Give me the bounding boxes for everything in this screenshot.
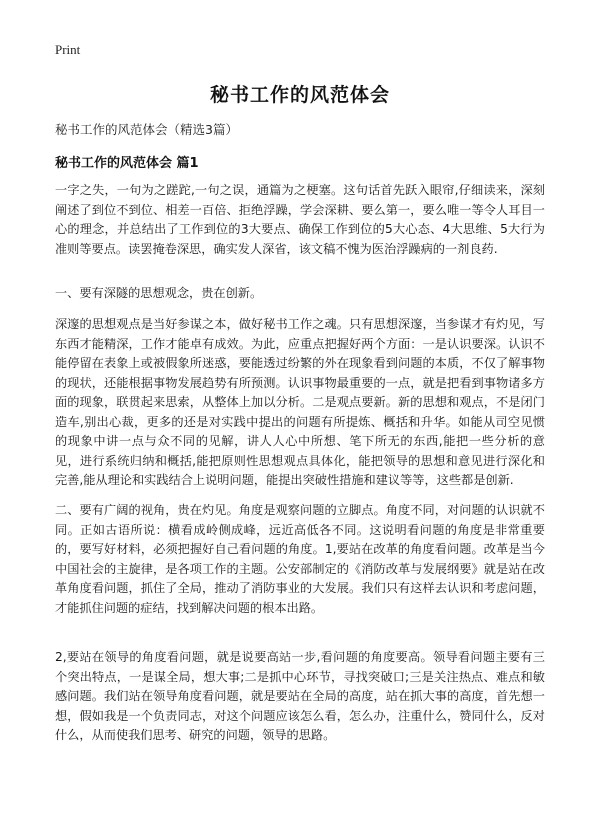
page-title: 秘书工作的风范体会 xyxy=(209,84,390,106)
print-label[interactable]: Print xyxy=(55,42,81,57)
paragraph-broad-perspective: 二、要有广阔的视角，贵在灼见。角度是观察问题的立脚点。角度不同，对问题的认识就不同。正如古语所说：横看成岭侧成峰，远近高低各不同。这说明看问题的角度是非常重要的，要写好材料，必须把握好自己看问题的角度。1,要站在改革的角度看问题。改革是当今中国社会的主旋律，是各项工作的主题。公安部制定的《消防改革与发展纲要》就是站在改革角度看问题，抓住了全局，推动了消防事业的大发展。我们只有这样去认识和考虑问题，才能抓住问题的症结，找到解决问题的根本出路。 xyxy=(55,503,545,615)
paragraph-point-one-heading: 一、要有深隧的思想观念，贵在创新。 xyxy=(55,286,263,300)
paragraph-deep-thinking: 深邃的思想观点是当好参谋之本，做好秘书工作之魂。只有思想深邃，当参谋才有灼见，写东西才能精深，工作才能卓有成效。为此，应重点把握好两个方面：一是认识要深。认识不能停留在表象上或被假象所迷惑，要能透过纷繁的外在现象看到问题的本质，不仅了解事物的现状，还能根据事物发展趋势有所预测。认识事物最重要的一点，就是把看到事物诸多方面的现象，联贯起来思索，从整体上加以分析。二是观点要新。新的思想和观点，不是闭门造车,别出心裁，更多的还是对实践中提出的问题有所提炼、概括和升华。如能从司空见惯的现象中讲一点与众不同的见解，讲人人心中所想、笔下所无的东西,能把一些分析的意见，进行系统归纳和概括,能把原则性思想观点具体化，能把领导的思想和意见进行深化和完善,能从理论和实践结合上说明问题，能提出突破性措施和建议等等，这些都是创新. xyxy=(55,317,545,487)
document-subtitle: 秘书工作的风范体会（精选3篇） xyxy=(55,122,238,137)
paragraph-leadership-perspective: 2,要站在领导的角度看问题，就是说要高站一步,看问题的角度要高。领导看问题主要有三个突出特点，一是谋全局，想大事;二是抓中心环节，寻找突破口;三是关注热点、难点和敏感问题。我们站在领导角度看问题，就是要站在全局的高度，站在抓大事的高度，首先想一想，假如我是一个负责同志，对这个问题应该怎么看，怎么办，注重什么，赞同什么，反对什么，从而使我们思考、研究的问题，领导的思路。 xyxy=(55,650,545,742)
paragraph-intro: 一字之失，一句为之蹉跎,一句之误，通篇为之梗塞。这句话首先跃入眼帘,仔细读来，深刻阐述了到位不到位、相差一百倍、拒绝浮躁，学会深耕、要么第一，要么唯一等令人耳目一心的理念，并总结出了工作到位的3大要点、确保工作到位的5大心态、4大思维、5大行为准则等要点。读罢掩卷深思，确实发人深省，该文稿不愧为医治浮躁病的一剂良药. xyxy=(55,183,545,256)
section-heading: 秘书工作的风范体会 篇1 xyxy=(55,156,199,171)
